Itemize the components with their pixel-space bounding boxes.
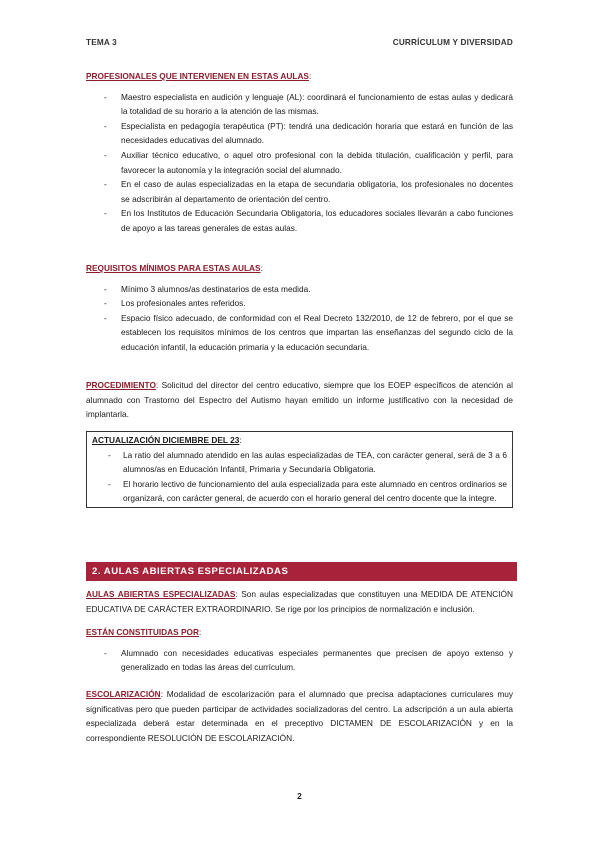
header-right: CURRÍCULUM Y DIVERSIDAD (392, 38, 513, 47)
constituidas-section (86, 625, 513, 675)
escolarizacion-paragraph: ESCOLARIZACIÓN: Modalidad de escolarización para el alumnado que precisa adaptaciones curriculares muy significativas pero que pueden participar de actividades socializadoras del centro. La adscripción a un aula abierta especializada deberá estar determinada en el preceptivo DICTAMEN DE ESCOLARIZACIÓN y en la correspondiente RESOLUCIÓN DE ESCOLARIZACIÓN. (86, 689, 513, 743)
procedimiento-title: PROCEDIMIENTO (86, 380, 156, 390)
aulas-abiertas-section (86, 587, 513, 616)
requisitos-title: REQUISITOS MÍNIMOS PARA ESTAS AULAS (86, 263, 261, 273)
profesionales-section (86, 69, 513, 236)
actualizacion-heading: ACTUALIZACIÓN DICIEMBRE DEL 23: (92, 435, 242, 445)
constituidas-title: ESTÁN CONSTITUIDAS POR (86, 627, 199, 637)
page-number: 2 (297, 791, 302, 801)
actualizacion-title: ACTUALIZACIÓN DICIEMBRE DEL 23 (92, 435, 240, 445)
requisitos-section (86, 261, 513, 355)
escolarizacion-section (86, 687, 513, 745)
requisitos-list (86, 282, 513, 355)
procedimiento-section (86, 378, 513, 422)
list-item: - En los Institutos de Educación Secundaria Obligatoria, los educadores sociales llevarán a cabo funciones de apoyo a las tareas generales de estas aulas. (86, 206, 513, 235)
list-item: - Mínimo 3 alumnos/as destinatarios de esta medida. (86, 282, 513, 297)
list-item: - La ratio del alumnado atendido en las aulas especializadas de TEA, con carácter general, será de 3 a 6 alumnos/as en Educación Infantil, Primaria y Secundaria Obligatoria. (92, 448, 507, 477)
list-item: - Especialista en pedagogía terapéutica (PT): tendrá una dedicación horaria que estará en función de las necesidades educativas del alumnado. (86, 119, 513, 148)
actualizacion-box (86, 431, 513, 508)
constituidas-list (86, 646, 513, 675)
profesionales-title: PROFESIONALES QUE INTERVIENEN EN ESTAS AULAS (86, 71, 309, 81)
header-left: TEMA 3 (86, 38, 117, 47)
escolarizacion-title: ESCOLARIZACIÓN (86, 689, 161, 699)
profesionales-list (86, 90, 513, 236)
actualizacion-list (92, 448, 507, 506)
constituidas-heading: ESTÁN CONSTITUIDAS POR: (86, 627, 202, 637)
list-item: - Espacio físico adecuado, de conformidad con el Real Decreto 132/2010, de 12 de febrero, por el que se establecen los requisitos mínimos de los centros que impartan las enseñanzas del segundo ciclo de la educación infantil, la educación primaria y la educación secundaria. (86, 311, 513, 355)
profesionales-heading: PROFESIONALES QUE INTERVIENEN EN ESTAS AULAS: (86, 71, 312, 81)
aulas-abiertas-title: AULAS ABIERTAS ESPECIALIZADAS (86, 589, 236, 599)
section-banner: 2. AULAS ABIERTAS ESPECIALIZADAS (86, 562, 517, 581)
requisitos-heading: REQUISITOS MÍNIMOS PARA ESTAS AULAS: (86, 263, 263, 273)
list-item: - El horario lectivo de funcionamiento del aula especializada para este alumnado en centros ordinarios se organizará, con carácter general, de acuerdo con el horario general del centro docente que la integre. (92, 477, 507, 506)
list-item: - Auxiliar técnico educativo, o aquel otro profesional con la debida titulación, cualificación y perfil, para favorecer la autonomía y la integración social del alumnado. (86, 148, 513, 177)
list-item: - Maestro especialista en audición y lenguaje (AL): coordinará el funcionamiento de estas aulas y dedicará la totalidad de su horario a la atención de las mismas. (86, 90, 513, 119)
aulas-abiertas-paragraph: AULAS ABIERTAS ESPECIALIZADAS: Son aulas especializadas que constituyen una MEDIDA DE ATENCIÓN EDUCATIVA DE CARÁCTER EXTRAORDINARIO. Se rige por los principios de normalización e inclusión. (86, 589, 513, 614)
list-item: - Alumnado con necesidades educativas especiales permanentes que precisen de apoyo extenso y generalizado en todas las áreas del currículum. (86, 646, 513, 675)
list-item: - Los profesionales antes referidos. (86, 296, 513, 311)
list-item: - En el caso de aulas especializadas en la etapa de secundaria obligatoria, los profesionales no docentes se adscribirán al departamento de orientación del centro. (86, 177, 513, 206)
procedimiento-paragraph: PROCEDIMIENTO: Solicitud del director del centro educativo, siempre que los EOEP específicos de atención al alumnado con Trastorno del Espectro del Autismo hayan emitido un informe justificativo con la necesidad de implantarla. (86, 380, 513, 420)
